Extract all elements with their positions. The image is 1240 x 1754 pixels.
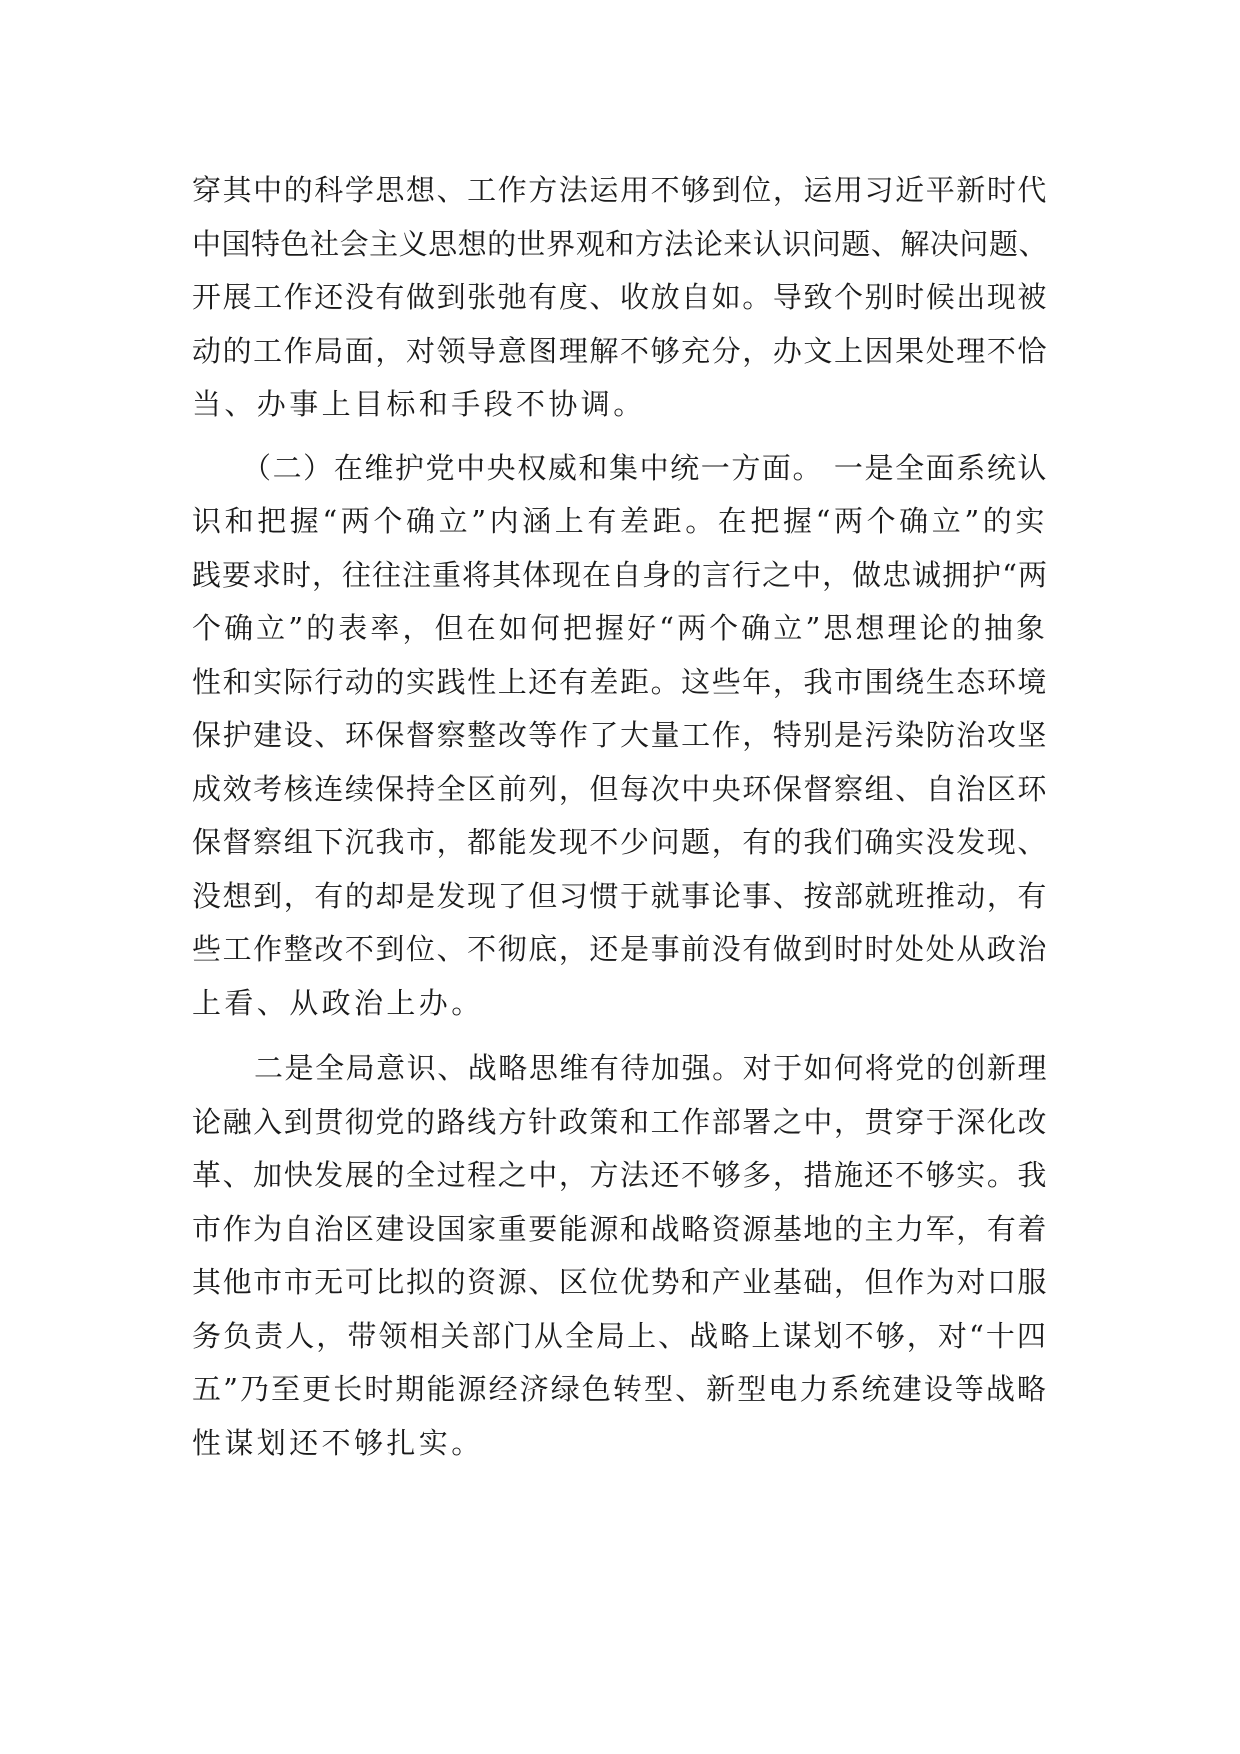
paragraph-point-two xyxy=(192,1042,1048,1470)
text-line: 性谋划还不够扎实。 xyxy=(192,1425,484,1460)
text-line: 开展工作还没有做到张弛有度、收放自如。导致个别时候出现被 xyxy=(192,280,1048,314)
text-line: 当、办事上目标和手段不协调。 xyxy=(192,387,646,421)
text-line: 五”乃至更长时期能源经济绿色转型、新型电力系统建设等战略 xyxy=(192,1372,1048,1406)
text-line: 性和实际行动的实践性上还有差距。这些年，我市围绕生态环境 xyxy=(192,664,1048,699)
paragraph-continuation xyxy=(192,164,1048,432)
text-line: 动的工作局面，对领导意图理解不够充分，办文上因果处理不恰 xyxy=(192,333,1048,368)
text-line: 论融入到贯彻党的路线方针政策和工作部署之中，贯穿于深化改 xyxy=(192,1104,1048,1139)
text-line: 些工作整改不到位、不彻底，还是事前没有做到时时处处从政治 xyxy=(192,932,1048,966)
text-line: 没想到，有的却是发现了但习惯于就事论事、按部就班推动，有 xyxy=(192,878,1048,913)
point-heading-line: 二是全局意识、战略思维有待加强。对于如何将党的创新理 xyxy=(254,1051,1048,1085)
text-line: 保护建设、环保督察整改等作了大量工作，特别是污染防治攻坚 xyxy=(192,718,1048,752)
text-line: 务负责人，带领相关部门从全局上、战略上谋划不够，对“十四 xyxy=(192,1318,1048,1353)
text-line: 成效考核连续保持全区前列，但每次中央环保督察组、自治区环 xyxy=(192,771,1048,806)
text-line: 其他市市无可比拟的资源、区位优势和产业基础，但作为对口服 xyxy=(192,1265,1048,1299)
text-line: 中国特色社会主义思想的世界观和方法论来认识问题、解决问题、 xyxy=(192,226,1048,261)
text-line: 革、加快发展的全过程之中，方法还不够多，措施还不够实。我 xyxy=(192,1158,1048,1192)
text-line: 市作为自治区建设国家重要能源和战略资源基地的主力军，有着 xyxy=(192,1211,1048,1246)
text-line: 践要求时，往往注重将其体现在自身的言行之中，做忠诚拥护“两 xyxy=(192,557,1048,592)
section-heading-line: （二）在维护党中央权威和集中统一方面。 一是全面系统认 xyxy=(242,450,1048,485)
text-line: 识和把握“两个确立”内涵上有差距。在把握“两个确立”的实 xyxy=(192,504,1048,538)
text-line: 穿其中的科学思想、工作方法运用不够到位，运用习近平新时代 xyxy=(192,173,1048,207)
text-line: 上看、从政治上办。 xyxy=(192,985,484,1020)
text-line: 保督察组下沉我市，都能发现不少问题，有的我们确实没发现、 xyxy=(192,825,1048,859)
paragraph-section-two xyxy=(192,442,1048,1031)
document-page xyxy=(192,164,1048,1470)
text-line: 个确立”的表率，但在如何把握好“两个确立”思想理论的抽象 xyxy=(192,611,1048,645)
